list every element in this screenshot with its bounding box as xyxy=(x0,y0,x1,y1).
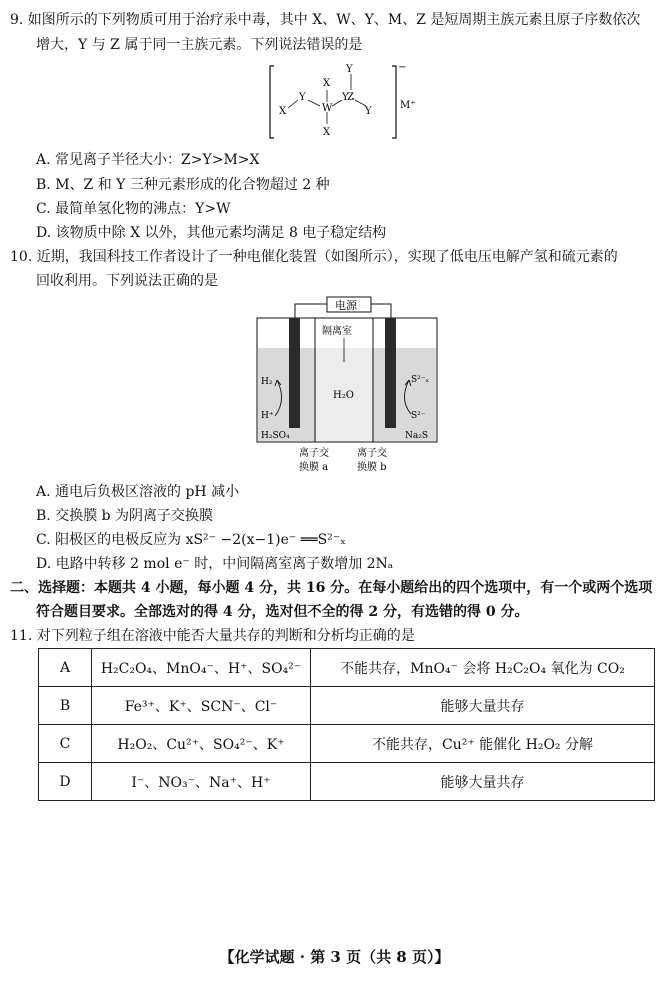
atom-y-left: Y xyxy=(299,92,306,103)
atom-y-right: Y xyxy=(365,106,372,117)
h-plus-label: H⁺ xyxy=(261,411,274,421)
q9-option-d: D. 该物质中除 X 以外，其他元素均满足 8 电子稳定结构 xyxy=(36,225,387,241)
table-row xyxy=(39,649,655,687)
q10-option-a: A. 通电后负极区溶液的 pH 减小 xyxy=(36,484,240,500)
table-row xyxy=(39,687,655,725)
section2-heading-line2: 符合题目要求。全部选对的得 4 分，选对但不全的得 2 分，有选错的得 0 分。 xyxy=(36,604,529,620)
row-analysis: 能够大量共存 xyxy=(311,687,655,725)
atom-z: Z xyxy=(347,92,354,103)
table-row xyxy=(39,725,655,763)
power-label: 电源 xyxy=(335,299,357,312)
counter-ion: M⁺ xyxy=(400,100,416,111)
row-analysis: 不能共存，MnO₄⁻ 会将 H₂C₂O₄ 氧化为 CO₂ xyxy=(311,649,655,687)
q9-option-c: C. 最简单氢化物的沸点：Y>W xyxy=(36,201,231,217)
left-electrode xyxy=(289,318,300,428)
q11-stem: 11. 对下列粒子组在溶液中能否大量共存的判断和分析均正确的是 xyxy=(10,628,415,644)
row-ions: Fe³⁺、K⁺、SCN⁻、Cl⁻ xyxy=(92,687,311,725)
left-bracket xyxy=(270,66,274,138)
atom-x-bottom: X xyxy=(323,127,331,138)
q10-option-b: B. 交换膜 b 为阴离子交换膜 xyxy=(36,508,214,524)
h2-label: H₂ xyxy=(261,377,273,387)
row-label: C xyxy=(39,725,92,763)
water-label: H₂O xyxy=(333,390,354,401)
q10-stem-line1: 10. 近期，我国科技工作者设计了一种电催化装置（如图所示），实现了低电压电解产氢和硫元素的 xyxy=(10,249,618,265)
right-electrode xyxy=(385,318,396,428)
q11-table xyxy=(38,648,655,801)
membrane-a-label-1: 离子交 xyxy=(299,448,329,459)
table-row xyxy=(39,763,655,801)
section2-heading-line1: 二、选择题：本题共 4 小题，每小题 4 分，共 16 分。在每小题给出的四个选项中，有一个或两个选项 xyxy=(10,580,653,596)
row-analysis: 能够大量共存 xyxy=(311,763,655,801)
atom-y-mid: Y xyxy=(342,92,349,103)
row-ions: H₂C₂O₄、MnO₄⁻、H⁺、SO₄²⁻ xyxy=(92,649,311,687)
q9-stem-line2: 增大，Y 与 Z 属于同一主族元素。下列说法错误的是 xyxy=(36,37,363,53)
s2-label: S²⁻ xyxy=(411,411,426,421)
left-solution-label: H₂SO₄ xyxy=(261,431,290,441)
q10-electrolysis-diagram xyxy=(255,296,441,476)
membrane-b-label-2: 换膜 b xyxy=(357,462,387,473)
atom-x-top: X xyxy=(323,78,331,89)
q10-option-d: D. 电路中转移 2 mol e⁻ 时，中间隔离室离子数增加 2Nₐ xyxy=(36,556,394,572)
anion-charge: − xyxy=(398,62,407,73)
q9-option-b: B. M、Z 和 Y 三种元素形成的化合物超过 2 种 xyxy=(36,177,330,193)
row-ions: I⁻、NO₃⁻、Na⁺、H⁺ xyxy=(92,763,311,801)
row-label: A xyxy=(39,649,92,687)
q10-stem-line2: 回收利用。下列说法正确的是 xyxy=(36,273,218,289)
membrane-a-label-2: 换膜 a xyxy=(299,462,329,473)
q9-stem-line1: 9. 如图所示的下列物质可用于治疗汞中毒，其中 X、W、Y、M、Z 是短周期主族元素且原子序数依次 xyxy=(10,12,641,28)
membrane-b-label-1: 离子交 xyxy=(357,448,387,459)
right-solution-label: Na₂S xyxy=(405,431,429,441)
sx-label: S²⁻ₓ xyxy=(411,375,430,385)
right-bracket xyxy=(392,66,396,138)
atom-w: W xyxy=(322,103,333,114)
atom-y-top: Y xyxy=(346,64,353,75)
q9-option-a: A. 常见离子半径大小：Z>Y>M>X xyxy=(36,152,260,168)
row-label: B xyxy=(39,687,92,725)
atom-x-left: X xyxy=(279,106,287,117)
q10-option-c: C. 阳极区的电极反应为 xS²⁻ −2(x−1)e⁻ ══S²⁻ₓ xyxy=(36,532,347,548)
row-analysis: 不能共存，Cu²⁺ 能催化 H₂O₂ 分解 xyxy=(311,725,655,763)
chamber-label: 隔离室 xyxy=(322,326,352,337)
row-label: D xyxy=(39,763,92,801)
page-footer: 【化学试题 · 第 3 页（共 8 页）】 xyxy=(219,948,450,966)
q9-structure-diagram xyxy=(268,62,418,142)
row-ions: H₂O₂、Cu²⁺、SO₄²⁻、K⁺ xyxy=(92,725,311,763)
